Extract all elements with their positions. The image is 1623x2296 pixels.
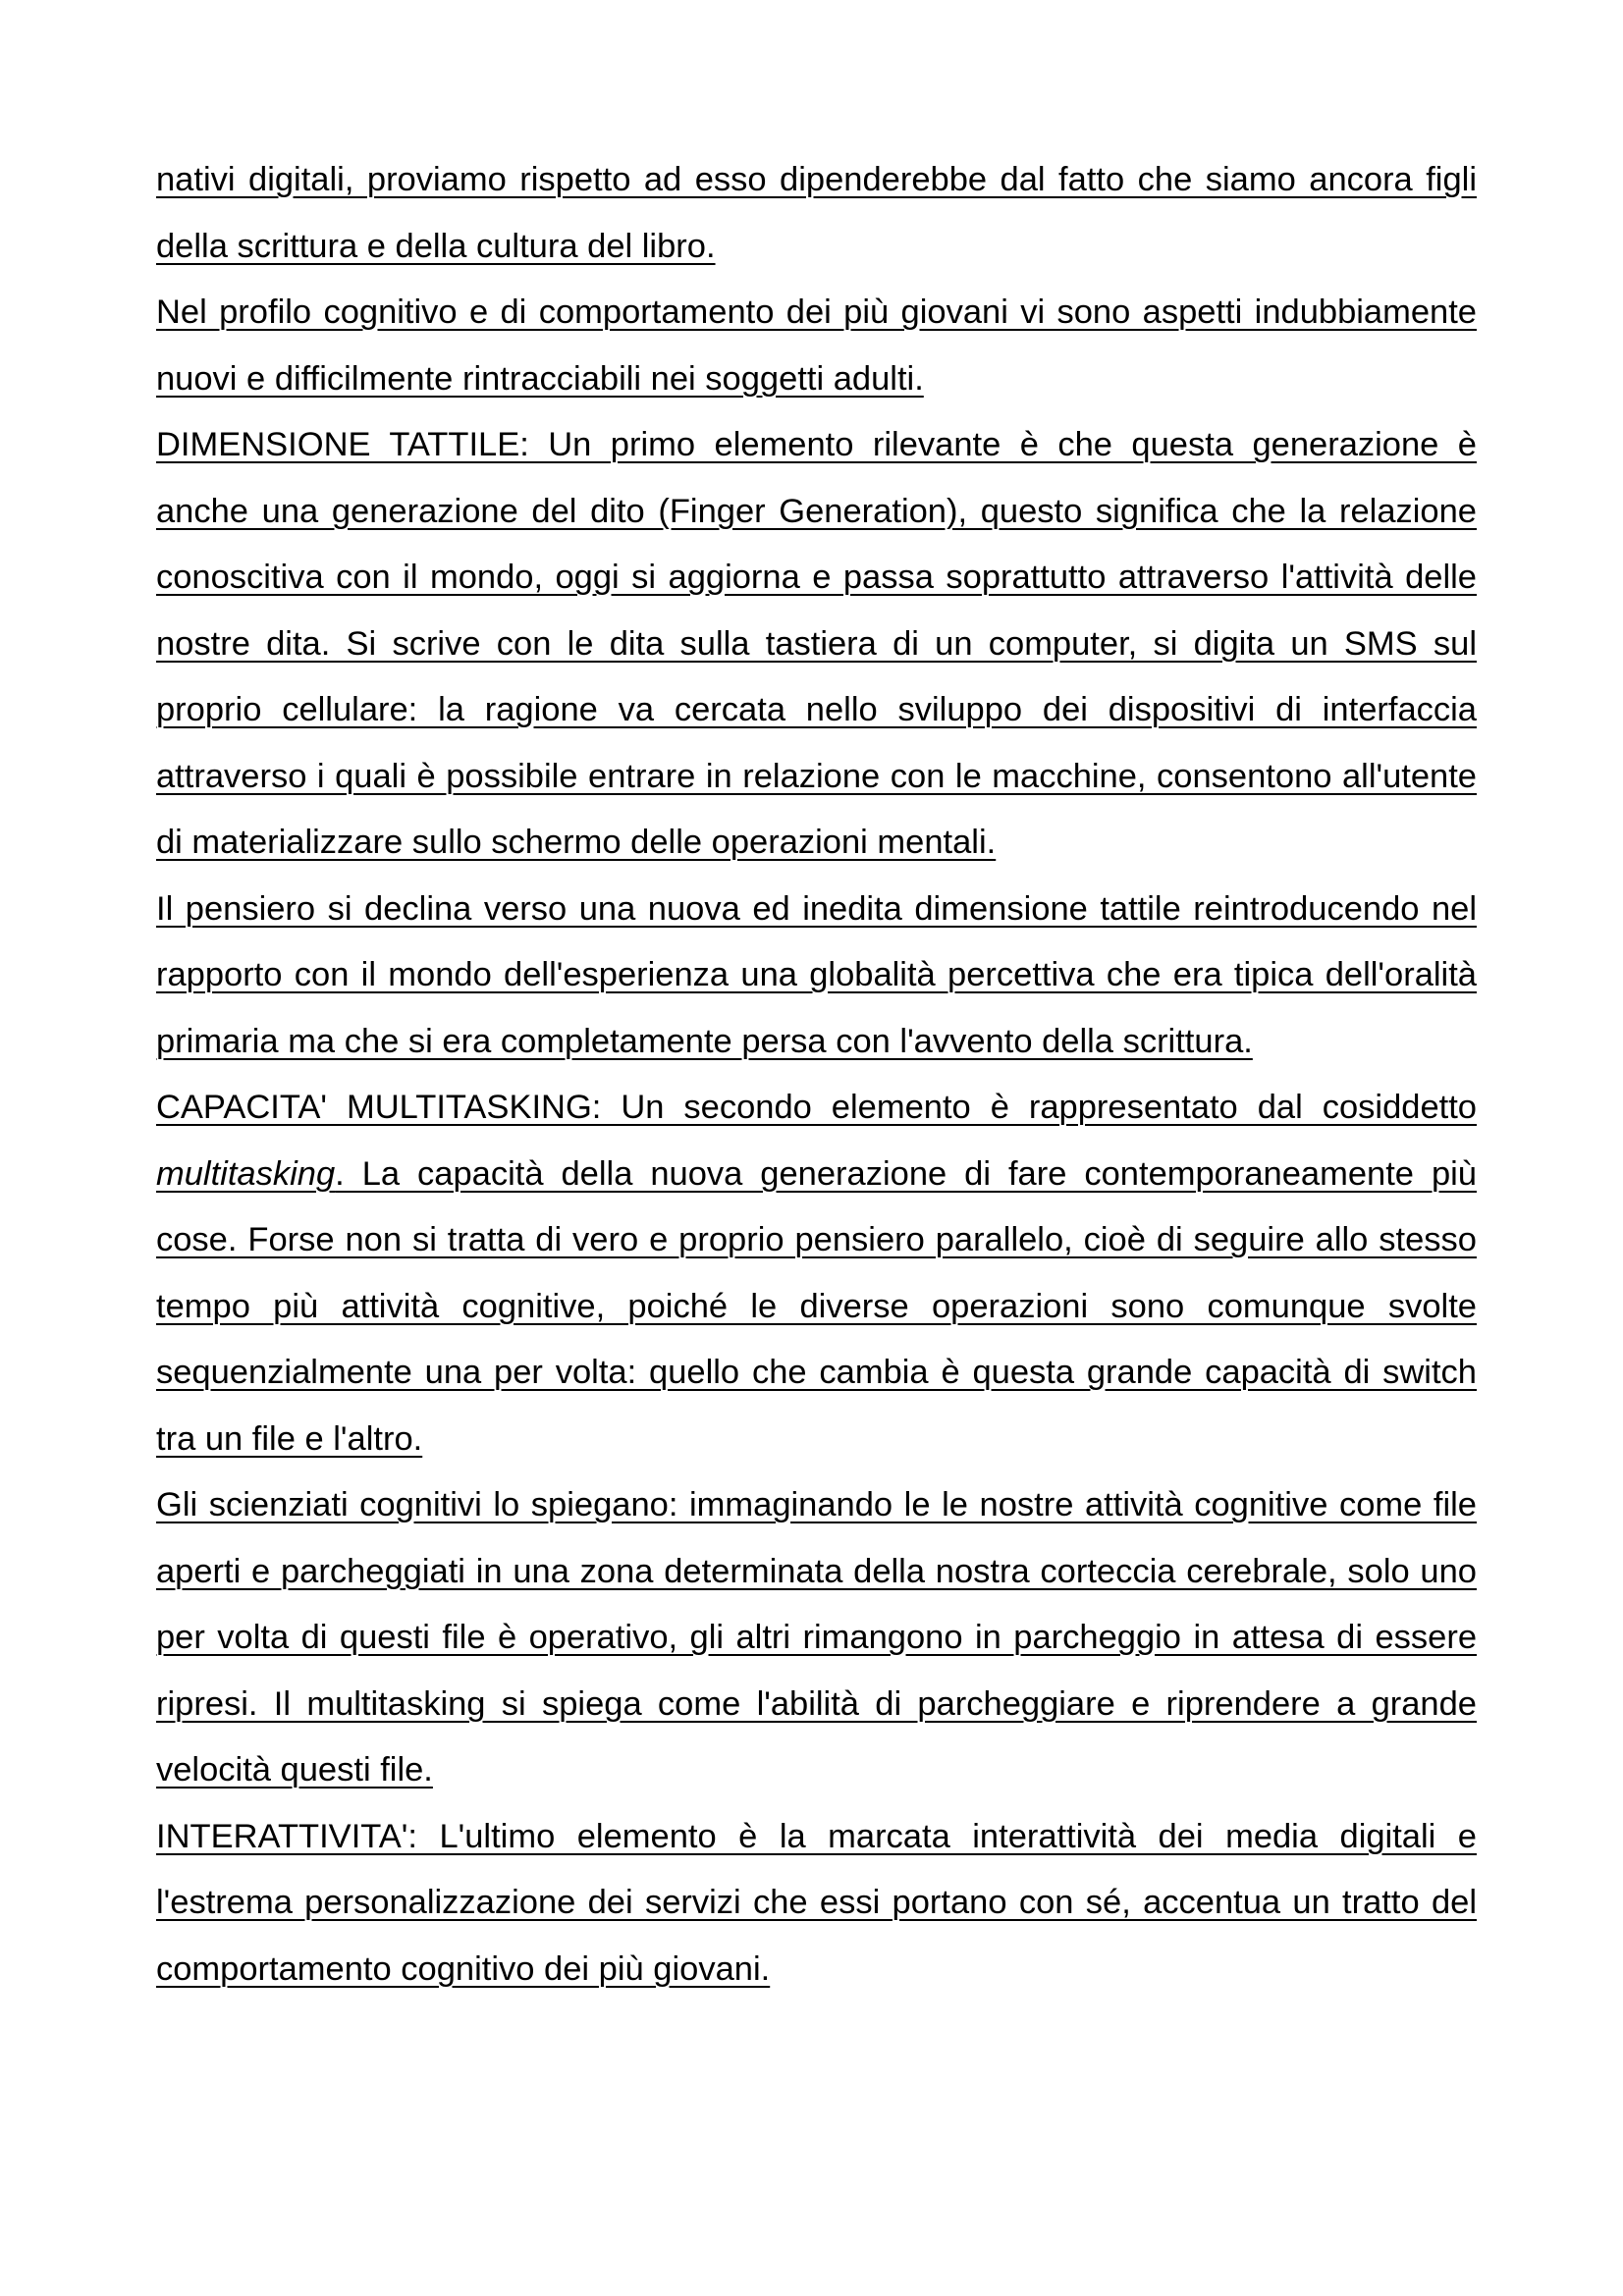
paragraph-nativi-digitali: nativi digitali, proviamo rispetto ad esso dipenderebbe dal fatto che siamo ancora figli della scrittura e della cultura del libro. — [156, 161, 1477, 265]
paragraph-interattivita: INTERATTIVITA': L'ultimo elemento è la marcata interattività dei media digitali e l'estrema personalizzazione dei servizi che essi portano con sé, accentua un tratto del comportamento cognitivo dei più giovani. — [156, 1817, 1477, 1988]
paragraph-scienziati-cognitivi: Gli scienziati cognitivi lo spiegano: immaginando le le nostre attività cognitive come file aperti e parcheggiati in una zona determinata della nostra corteccia cerebrale, solo uno per volta di questi file è operativo, gli altri rimangono in parcheggio in attesa di essere ripresi. Il multitasking si spiega come l'abilità di parcheggiare e riprendere a grande velocità questi file. — [156, 1486, 1477, 1789]
paragraph-multitasking — [156, 1075, 1477, 1472]
paragraph-profilo-cognitivo: Nel profilo cognitivo e di comportamento dei più giovani vi sono aspetti indubbiamente nuovi e difficilmente rintracciabili nei soggetti adulti. — [156, 294, 1477, 398]
multitasking-rest: . La capacità della nuova generazione di fare contemporaneamente più cose. Forse non si tratta di vero e proprio pensiero parallelo, cioè di seguire allo stesso tempo più attività cognitive, poiché le diverse operazioni sono comunque svolte sequenzialmente una per volta: quello che cambia è questa grande capacità di switch tra un file e l'altro. — [156, 1154, 1477, 1458]
multitasking-intro: CAPACITA' MULTITASKING: Un secondo elemento è rappresentato dal cosiddetto — [156, 1089, 1477, 1126]
multitasking-term: multitasking — [156, 1154, 336, 1193]
paragraph-pensiero-tattile: Il pensiero si declina verso una nuova ed inedita dimensione tattile reintroducendo nel rapporto con il mondo dell'esperienza una globalità percettiva che era tipica dell'oralità primaria ma che si era completamente persa con l'avvento della scrittura. — [156, 889, 1477, 1060]
paragraph-dimensione-tattile: DIMENSIONE TATTILE: Un primo elemento rilevante è che questa generazione è anche una generazione del dito (Finger Generation), questo significa che la relazione conoscitiva con il mondo, oggi si aggiorna e passa soprattutto attraverso l'attività delle nostre dita. Si scrive con le dita sulla tastiera di un computer, si digita un SMS sul proprio cellulare: la ragione va cercata nello sviluppo dei dispositivi di interfaccia attraverso i quali è possibile entrare in relazione con le macchine, consentono all'utente di materializzare sullo schermo delle operazioni mentali. — [156, 426, 1477, 861]
body-text — [156, 147, 1477, 2002]
